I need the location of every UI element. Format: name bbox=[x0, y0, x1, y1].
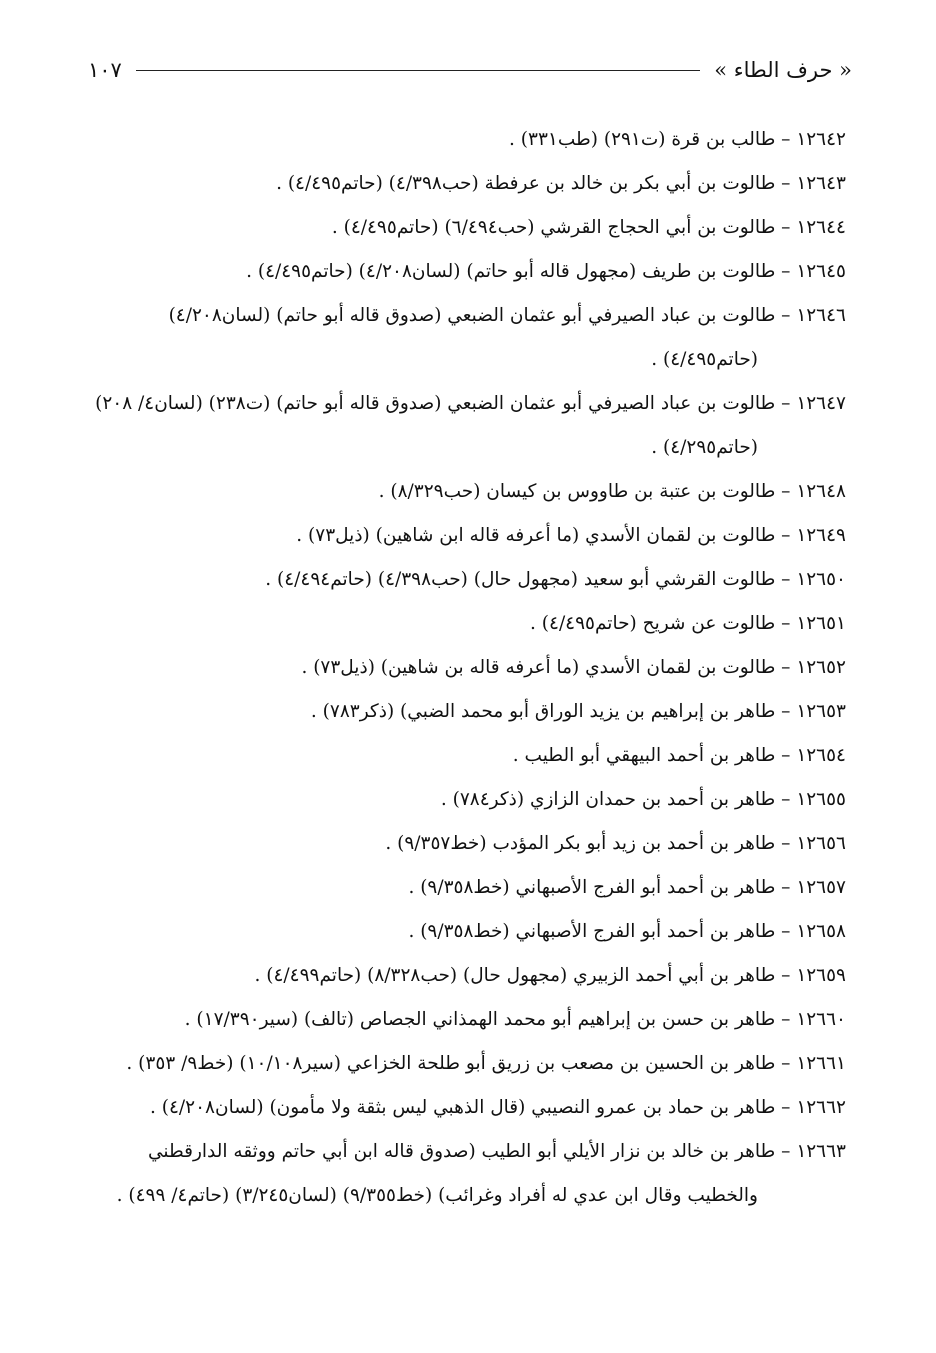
entry-number: ١٢٦٥٣ bbox=[796, 701, 846, 722]
entry-number: ١٢٦٥٤ bbox=[796, 745, 846, 766]
entry: ١٢٦٥٢ – طالوت بن لقمان الأسدي (ما أعرفه قاله بن شاهين) (ذيل٧٣) . bbox=[82, 646, 846, 690]
entry: ١٢٦٥٩ – طاهر بن أبي أحمد الزبيري (مجهول حال) (حب٨/٣٢٨) (حاتم٤/٤٩٩) . bbox=[82, 954, 846, 998]
entry-number: ١٢٦٤٩ bbox=[796, 525, 846, 546]
entry-text: طالوت بن لقمان الأسدي (ما أعرفه قاله بن شاهين) (ذيل٧٣) . bbox=[301, 657, 776, 678]
entry-number: ١٢٦٥١ bbox=[796, 613, 846, 634]
entry: ١٢٦٤٥ – طالوت بن طريف (مجهول قاله أبو حاتم) (لسان٤/٢٠٨) (حاتم٤/٤٩٥) . bbox=[82, 250, 846, 294]
entry-text: طالوت بن عباد الصيرفي أبو عثمان الضبعي (صدوق قاله أبو حاتم) (لسان٤/٢٠٨) (حاتم٤/٤٩٥) . bbox=[168, 305, 776, 370]
entry: ١٢٦٥٦ – طاهر بن أحمد بن زيد أبو بكر المؤدب (خط٩/٣٥٧) . bbox=[82, 822, 846, 866]
entry-number: ١٢٦٤٧ bbox=[796, 393, 846, 414]
header-rule bbox=[136, 70, 700, 71]
entry: ١٢٦٥٨ – طاهر بن أحمد أبو الفرج الأصبهاني (خط٩/٣٥٨) . bbox=[82, 910, 846, 954]
entry-text: طاهر بن إبراهيم بن يزيد الوراق أبو محمد الضبي) (ذكر٧٨٣) . bbox=[310, 701, 776, 722]
entry: ١٢٦٥٣ – طاهر بن إبراهيم بن يزيد الوراق أبو محمد الضبي) (ذكر٧٨٣) . bbox=[82, 690, 846, 734]
entry-text: طاهر بن أحمد أبو الفرج الأصبهاني (خط٩/٣٥٨) . bbox=[408, 877, 776, 898]
entry-text: طاهر بن خالد بن نزار الأيلي أبو الطيب (صدوق قاله ابن أبي حاتم ووثقه الدارقطني والخطيب وقال ابن عدي له أفراد وغرائب) (خط٩/٣٥٥) (لسان٣/٢٤٥) (حاتم٤/ ٤٩٩) . bbox=[116, 1141, 776, 1206]
entry-list bbox=[82, 118, 846, 1218]
entry: ١٢٦٤٣ – طالوت بن أبي بكر بن خالد بن عرفطة (حب٤/٣٩٨) (حاتم٤/٤٩٥) . bbox=[82, 162, 846, 206]
entry-text: طالوت بن أبي بكر بن خالد بن عرفطة (حب٤/٣٩٨) (حاتم٤/٤٩٥) . bbox=[276, 173, 776, 194]
entry-text: طالوت بن عتبة بن طاووس بن كيسان (حب٨/٣٢٩) . bbox=[378, 481, 776, 502]
entry: ١٢٦٥٧ – طاهر بن أحمد أبو الفرج الأصبهاني (خط٩/٣٥٨) . bbox=[82, 866, 846, 910]
entry-number: ١٢٦٦٣ bbox=[796, 1141, 846, 1162]
entry: ١٢٦٤٦ – طالوت بن عباد الصيرفي أبو عثمان الضبعي (صدوق قاله أبو حاتم) (لسان٤/٢٠٨) (حاتم٤/٤٩٥) . bbox=[82, 294, 846, 382]
entry: ١٢٦٥٠ – طالوت القرشي أبو سعيد (مجهول حال) (حب٤/٣٩٨) (حاتم٤/٤٩٤) . bbox=[82, 558, 846, 602]
entry-number: ١٢٦٤٨ bbox=[796, 481, 846, 502]
entry-number: ١٢٦٤٤ bbox=[796, 217, 846, 238]
entry-number: ١٢٦٦١ bbox=[796, 1053, 846, 1074]
entry-text: طالب بن قرة (ت٢٩١) (طب٣٣١) . bbox=[509, 129, 776, 150]
entry: ١٢٦٦٠ – طاهر بن حسن بن إبراهيم أبو محمد الهمذاني الجصاص (تالف) (سير١٧/٣٩٠) . bbox=[82, 998, 846, 1042]
entry-number: ١٢٦٦٢ bbox=[796, 1097, 846, 1118]
entry: ١٢٦٤٢ – طالب بن قرة (ت٢٩١) (طب٣٣١) . bbox=[82, 118, 846, 162]
entry-text: طاهر بن حسن بن إبراهيم أبو محمد الهمذاني الجصاص (تالف) (سير١٧/٣٩٠) . bbox=[184, 1009, 776, 1030]
entry: ١٢٦٥٤ – طاهر بن أحمد البيهقي أبو الطيب . bbox=[82, 734, 846, 778]
entry-number: ١٢٦٤٥ bbox=[796, 261, 846, 282]
chapter-title: « حرف الطاء » bbox=[714, 58, 852, 82]
entry-number: ١٢٦٥٠ bbox=[796, 569, 846, 590]
entry: ١٢٦٥٥ – طاهر بن أحمد بن حمدان الزازي (ذكر٧٨٤) . bbox=[82, 778, 846, 822]
entry-text: طاهر بن أحمد بن حمدان الزازي (ذكر٧٨٤) . bbox=[440, 789, 776, 810]
entry-text: طالوت بن طريف (مجهول قاله أبو حاتم) (لسان٤/٢٠٨) (حاتم٤/٤٩٥) . bbox=[246, 261, 776, 282]
entry: ١٢٦٤٤ – طالوت بن أبي الحجاج القرشي (حب٦/٤٩٤) (حاتم٤/٤٩٥) . bbox=[82, 206, 846, 250]
entry-text: طاهر بن أحمد بن زيد أبو بكر المؤدب (خط٩/٣٥٧) . bbox=[385, 833, 776, 854]
entry-text: طالوت بن أبي الحجاج القرشي (حب٦/٤٩٤) (حاتم٤/٤٩٥) . bbox=[331, 217, 776, 238]
entry-number: ١٢٦٥٨ bbox=[796, 921, 846, 942]
entry: ١٢٦٤٧ – طالوت بن عباد الصيرفي أبو عثمان الضبعي (صدوق قاله أبو حاتم) (ت٢٣٨) (لسان٤/ ٢٠٨) (حاتم٤/٢٩٥) . bbox=[82, 382, 846, 470]
entry: ١٢٦٦٢ – طاهر بن حماد بن عمرو النصيبي (قال الذهبي ليس بثقة ولا مأمون) (لسان٤/٢٠٨) . bbox=[82, 1086, 846, 1130]
entry-text: طالوت بن عباد الصيرفي أبو عثمان الضبعي (صدوق قاله أبو حاتم) (ت٢٣٨) (لسان٤/ ٢٠٨) (حاتم٤/٢٩٥) . bbox=[95, 393, 776, 458]
entry-text: طالوت بن لقمان الأسدي (ما أعرفه قاله ابن شاهين) (ذيل٧٣) . bbox=[296, 525, 776, 546]
entry-number: ١٢٦٦٠ bbox=[796, 1009, 846, 1030]
entry: ١٢٦٦٣ – طاهر بن خالد بن نزار الأيلي أبو الطيب (صدوق قاله ابن أبي حاتم ووثقه الدارقطني والخطيب وقال ابن عدي له أفراد وغرائب) (خط٩/٣٥٥) (لسان٣/٢٤٥) (حاتم٤/ ٤٩٩) . bbox=[82, 1130, 846, 1218]
entry-text: طاهر بن أحمد البيهقي أبو الطيب . bbox=[512, 745, 776, 766]
entry-number: ١٢٦٤٣ bbox=[796, 173, 846, 194]
entry: ١٢٦٤٨ – طالوت بن عتبة بن طاووس بن كيسان (حب٨/٣٢٩) . bbox=[82, 470, 846, 514]
entry: ١٢٦٦١ – طاهر بن الحسين بن مصعب بن زريق أبو طلحة الخزاعي (سير١٠/١٠٨) (خط٩/ ٣٥٣) . bbox=[82, 1042, 846, 1086]
entry-number: ١٢٦٥٥ bbox=[796, 789, 846, 810]
page-header bbox=[88, 50, 852, 90]
entry-number: ١٢٦٥٧ bbox=[796, 877, 846, 898]
entry-number: ١٢٦٥٦ bbox=[796, 833, 846, 854]
entry-text: طاهر بن حماد بن عمرو النصيبي (قال الذهبي ليس بثقة ولا مأمون) (لسان٤/٢٠٨) . bbox=[150, 1097, 776, 1118]
entry-text: طالوت القرشي أبو سعيد (مجهول حال) (حب٤/٣٩٨) (حاتم٤/٤٩٤) . bbox=[265, 569, 776, 590]
entry: ١٢٦٥١ – طالوت عن شريح (حاتم٤/٤٩٥) . bbox=[82, 602, 846, 646]
entry-text: طاهر بن أبي أحمد الزبيري (مجهول حال) (حب٨/٣٢٨) (حاتم٤/٤٩٩) . bbox=[254, 965, 776, 986]
entry-number: ١٢٦٥٩ bbox=[796, 965, 846, 986]
entry: ١٢٦٤٩ – طالوت بن لقمان الأسدي (ما أعرفه قاله ابن شاهين) (ذيل٧٣) . bbox=[82, 514, 846, 558]
entry-text: طاهر بن الحسين بن مصعب بن زريق أبو طلحة الخزاعي (سير١٠/١٠٨) (خط٩/ ٣٥٣) . bbox=[126, 1053, 776, 1074]
entry-text: طالوت عن شريح (حاتم٤/٤٩٥) . bbox=[530, 613, 776, 634]
entry-number: ١٢٦٥٢ bbox=[796, 657, 846, 678]
entry-number: ١٢٦٤٢ bbox=[796, 129, 846, 150]
entry-text: طاهر بن أحمد أبو الفرج الأصبهاني (خط٩/٣٥٨) . bbox=[408, 921, 776, 942]
entry-number: ١٢٦٤٦ bbox=[796, 305, 846, 326]
page-number: ١٠٧ bbox=[88, 58, 122, 82]
